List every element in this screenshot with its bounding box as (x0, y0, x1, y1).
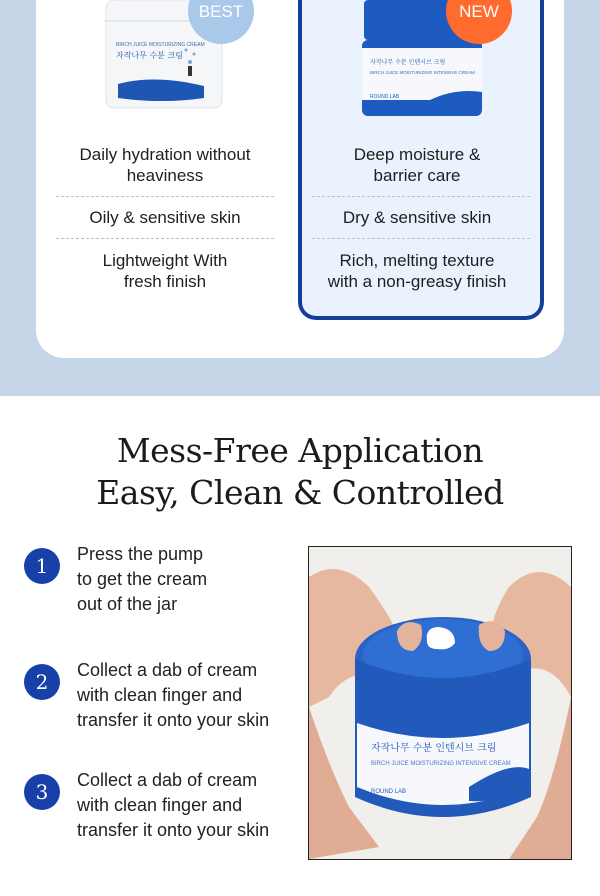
hands-holding-jar-illustration (309, 547, 571, 859)
left-texture: Lightweight With fresh finish (102, 251, 228, 291)
svg-text:자작나무 수분 인텐시브 크림: 자작나무 수분 인텐시브 크림 (370, 59, 446, 66)
svg-text:자작나무 수분 크림: 자작나무 수분 크림 (116, 51, 183, 60)
left-divider-2 (56, 238, 274, 239)
right-texture: Rich, melting texture with a non-greasy finish (327, 251, 507, 291)
step-text-2: Collect a dab of cream with clean finger and transfer it onto your skin (77, 660, 270, 730)
step-text-3: Collect a dab of cream with clean finger and transfer it onto your skin (77, 770, 270, 840)
left-divider-1 (56, 196, 274, 197)
step-number-2: 2 (24, 664, 60, 700)
right-divider-1 (312, 196, 530, 197)
step-text-1: Press the pump to get the cream out of the jar (77, 544, 208, 614)
step-number-3: 3 (24, 774, 60, 810)
right-skin-type: Dry & sensitive skin (342, 208, 492, 227)
svg-text:BIRCH JUICE MOISTURIZING INTEN: BIRCH JUICE MOISTURIZING INTENSIVE CREAM (371, 761, 511, 767)
svg-text:ROUND LAB: ROUND LAB (370, 94, 400, 100)
svg-text:자작나무 수분 인텐시브 크림: 자작나무 수분 인텐시브 크림 (371, 743, 497, 754)
step-number-1: 1 (24, 548, 60, 584)
left-skin-type: Oily & sensitive skin (89, 208, 241, 227)
application-heading: Mess-Free Application Easy, Clean & Controlled (96, 431, 504, 512)
application-photo (308, 546, 572, 860)
svg-text:BIRCH JUICE MOISTURIZING INTEN: BIRCH JUICE MOISTURIZING INTENSIVE CREAM (370, 70, 475, 75)
best-badge: BEST (188, 0, 254, 44)
right-benefit: Deep moisture & barrier care (353, 145, 481, 185)
svg-text:BIRCH JUICE MOISTURIZING CREAM: BIRCH JUICE MOISTURIZING CREAM (116, 42, 205, 48)
left-benefit: Daily hydration without heaviness (79, 145, 251, 185)
right-divider-2 (312, 238, 530, 239)
comparison-column-new (298, 0, 544, 320)
svg-text:ROUND LAB: ROUND LAB (371, 789, 407, 795)
new-badge: NEW (446, 0, 512, 44)
